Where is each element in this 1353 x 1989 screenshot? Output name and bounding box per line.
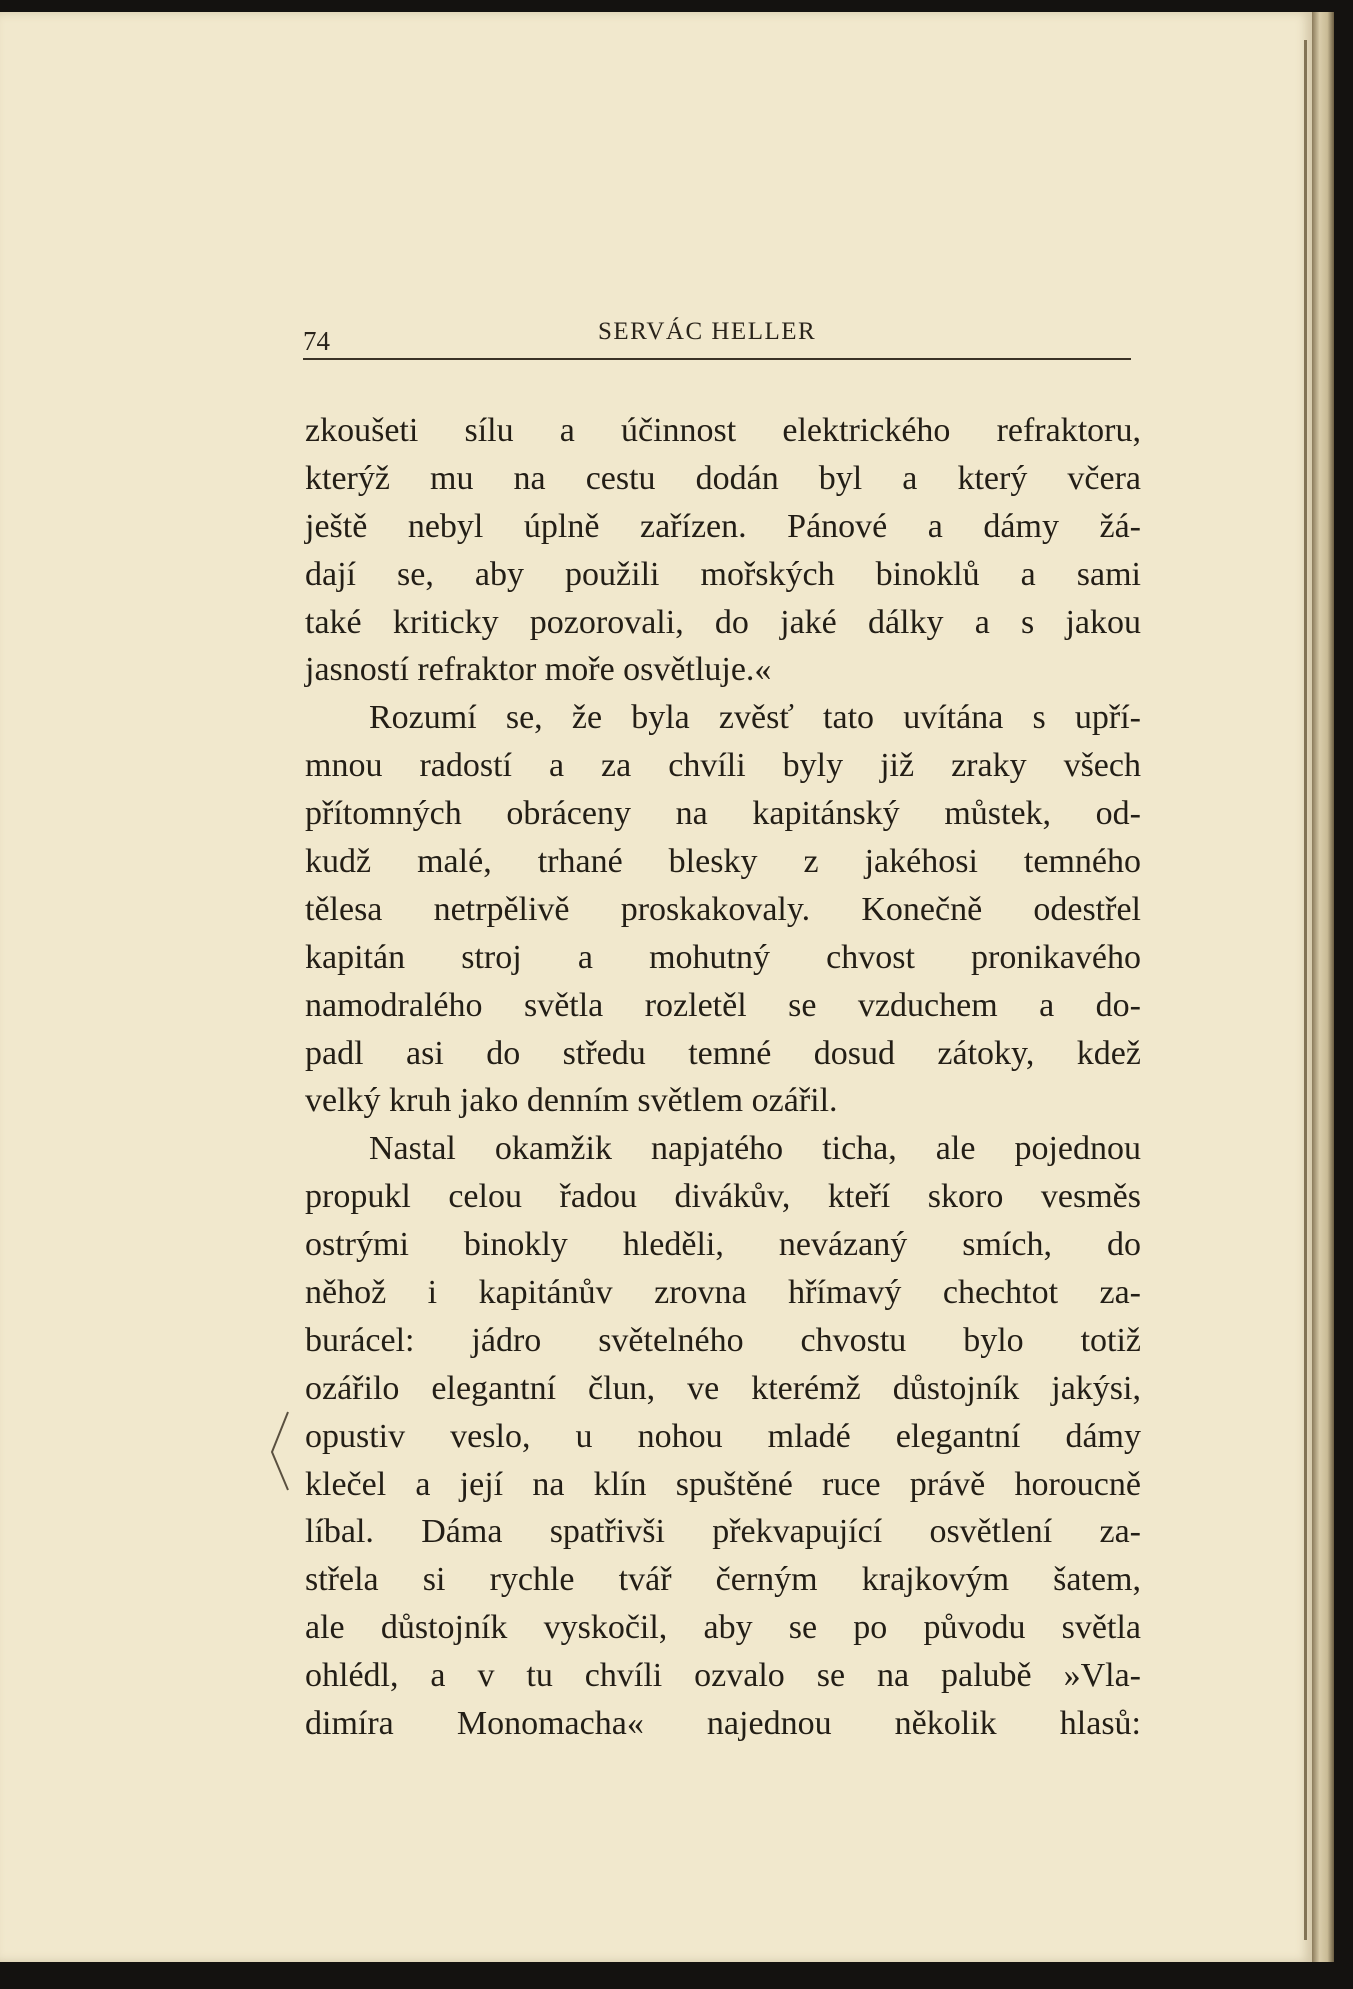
- text-line: jasností refraktor moře osvětluje.«: [305, 651, 772, 689]
- text-line: ještě nebyl úplně zařízen. Pánové a dámy žá-: [305, 507, 1141, 545]
- text-line: kapitán stroj a mohutný chvost pronikavého: [305, 938, 1141, 976]
- page-number: 74: [303, 326, 330, 356]
- text-line: kudž malé, trhané blesky z jakéhosi temného: [305, 843, 1141, 881]
- running-title: SERVÁC HELLER: [598, 318, 817, 345]
- text-line: přítomných obráceny na kapitánský můstek, od-: [305, 795, 1141, 833]
- text-line: kterýž mu na cestu dodán byl a který včera: [305, 459, 1141, 497]
- text-line: ozářilo elegantní člun, ve kterémž důstojník jakýsi,: [305, 1369, 1141, 1407]
- text-line: Nastal okamžik napjatého ticha, ale pojednou: [369, 1130, 1141, 1168]
- text-line: tělesa netrpělivě proskakovaly. Konečně odestřel: [305, 890, 1141, 928]
- header-rule: [303, 358, 1131, 360]
- text-line: namodralého světla rozletěl se vzduchem a do-: [305, 986, 1141, 1024]
- text-line: padl asi do středu temné dosud zátoky, kdež: [305, 1034, 1141, 1072]
- text-line: klečel a její na klín spuštěné ruce právě horoucně: [305, 1465, 1141, 1503]
- text-line: mnou radostí a za chvíli byly již zraky všech: [305, 747, 1141, 785]
- text-line: propukl celou řadou divákův, kteří skoro vesměs: [305, 1178, 1141, 1216]
- text-line: burácel: jádro světelného chvostu bylo totiž: [305, 1321, 1141, 1359]
- text-line: střela si rychle tvář černým krajkovým šatem,: [305, 1561, 1141, 1599]
- text-line: dimíra Monomacha« najednou několik hlasů:: [305, 1705, 1141, 1743]
- text-line: ostrými binokly hleděli, nevázaný smích, do: [305, 1226, 1141, 1264]
- text-line: něhož i kapitánův zrovna hřímavý chechtot za-: [305, 1274, 1141, 1312]
- body-text: [305, 407, 1141, 1748]
- text-line: opustiv veslo, u nohou mladé elegantní dámy: [305, 1417, 1141, 1455]
- text-line: ohlédl, a v tu chvíli ozvalo se na palubě »Vla-: [305, 1657, 1141, 1695]
- running-head: [303, 312, 1131, 358]
- text-line: také kriticky pozorovali, do jaké dálky a s jakou: [305, 603, 1141, 641]
- text-line: líbal. Dáma spatřivši překvapující osvětlení za-: [305, 1513, 1141, 1551]
- text-line: dají se, aby použili mořských binoklů a sami: [305, 555, 1141, 593]
- page-fold-shadow: [1304, 40, 1307, 1940]
- adjacent-page-edge: [1312, 12, 1334, 1962]
- text-line: velký kruh jako denním světlem ozářil.: [305, 1082, 838, 1120]
- margin-bracket-mark: [266, 1408, 296, 1494]
- text-line: zkoušeti sílu a účinnost elektrického refraktoru,: [305, 412, 1141, 449]
- text-line: Rozumí se, že byla zvěsť tato uvítána s upří-: [369, 699, 1141, 737]
- text-line: ale důstojník vyskočil, aby se po původu světla: [305, 1609, 1141, 1647]
